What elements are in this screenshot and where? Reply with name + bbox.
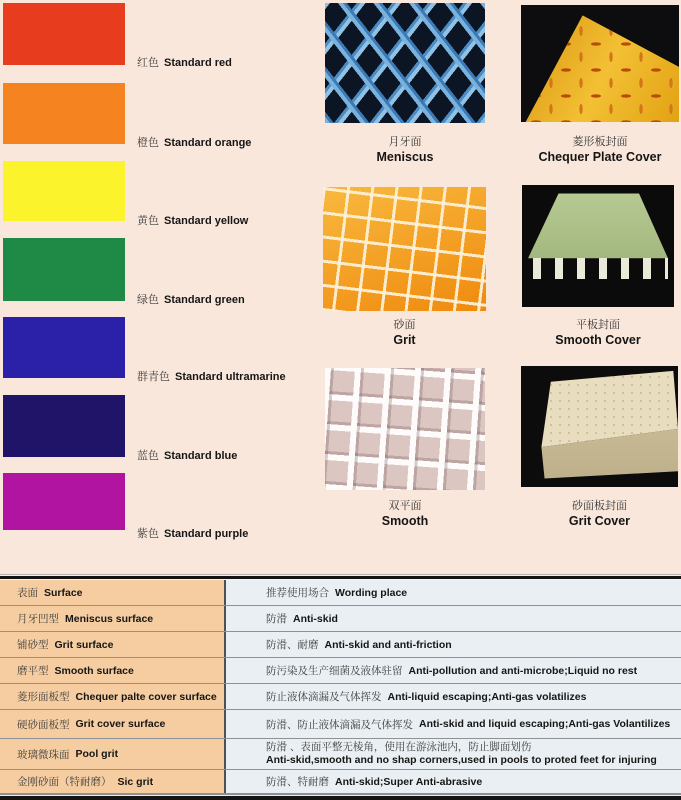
table-bottom-rule	[0, 794, 681, 800]
swatch-label-en: Standard red	[164, 57, 232, 69]
chequer-plate-shape	[521, 5, 679, 122]
swatch-yellow	[3, 161, 125, 221]
swatch-orange	[3, 83, 125, 144]
panel-shape	[522, 185, 674, 307]
swatch-label-cn: 橙色	[137, 137, 159, 149]
swatch-label-en: Standard orange	[164, 137, 252, 149]
table-cell-right: 防滑 、表面平整无棱角，使用在游泳池内，防止脚面划伤 Anti-skid,smooth and no shap corners,used in pools to proted feet for injuring	[226, 739, 681, 769]
smooth-photo	[325, 368, 485, 490]
panel-ribs	[528, 258, 668, 279]
swatch-label-cn: 绿色	[137, 294, 159, 306]
swatch-label-purple	[137, 525, 248, 541]
swatch-label-cn: 黄色	[137, 215, 159, 227]
swatch-label-cn: 紫色	[137, 528, 159, 540]
swatch-red	[3, 3, 125, 65]
caption-en: Smooth Cover	[555, 333, 641, 347]
caption-cn: 月牙面	[388, 136, 422, 148]
swatch-purple	[3, 473, 125, 530]
table-cell-right: 防污染及生产细菌及液体驻留 Anti-pollution and anti-microbe;Liquid no rest	[226, 658, 681, 683]
table-row-pool-grit	[0, 739, 681, 770]
table-cell-left: 磨平型 Smooth surface	[0, 658, 226, 683]
table-row-sic-grit	[0, 770, 681, 794]
grit-cover-photo	[521, 366, 678, 487]
chequer-plate-cover-caption	[521, 135, 679, 164]
caption-cn: 菱形板封面	[572, 136, 628, 148]
swatch-label-ultramarine	[137, 368, 286, 384]
grit-cover-caption	[521, 499, 678, 528]
swatch-label-cn: 红色	[137, 57, 159, 69]
surface-table	[0, 574, 681, 800]
smooth-cover-photo	[522, 185, 674, 307]
grit-caption	[323, 318, 486, 347]
swatch-label-en: Standard blue	[164, 450, 238, 462]
caption-en: Grit Cover	[568, 514, 631, 528]
table-row-smooth-surface	[0, 658, 681, 684]
table-cell-left: 菱形面板型 Chequer palte cover surface	[0, 684, 226, 709]
meniscus-caption	[325, 135, 485, 164]
swatch-label-cn: 群青色	[137, 371, 170, 383]
table-row-chequer-cover	[0, 684, 681, 710]
table-cell-right: 防止液体滴漏及气体挥发 Anti-liquid escaping;Anti-gas volatilizes	[226, 684, 681, 709]
caption-en: Smooth	[381, 514, 429, 528]
table-cell-left: 金刚砂面（特耐磨） Sic grit	[0, 770, 226, 793]
caption-cn: 砂面	[393, 319, 416, 331]
swatch-blue	[3, 395, 125, 457]
smooth-caption	[325, 499, 485, 528]
table-cell-left: 表面 Surface	[0, 580, 226, 605]
table-row-surface	[0, 580, 681, 606]
table-cell-right: 防滑、防止液体滴漏及气体挥发 Anti-skid and liquid escaping;Anti-gas Volantilizes	[226, 710, 681, 738]
caption-cn: 平板封面	[576, 319, 620, 331]
swatch-label-cn: 蓝色	[137, 450, 159, 462]
swatch-label-orange	[137, 134, 251, 150]
table-cell-left: 月牙凹型 Meniscus surface	[0, 606, 226, 631]
table-cell-right: 防滑、耐磨 Anti-skid and anti-friction	[226, 632, 681, 657]
table-cell-left: 玻璃微珠面 Pool grit	[0, 739, 226, 769]
swatch-label-blue	[137, 447, 237, 463]
table-cell-right: 防滑 Anti-skid	[226, 606, 681, 631]
swatch-ultramarine	[3, 317, 125, 378]
table-row-meniscus	[0, 606, 681, 632]
swatch-label-yellow	[137, 212, 248, 228]
meniscus-photo	[325, 3, 485, 123]
table-cell-left: 铺砂型 Grit surface	[0, 632, 226, 657]
caption-en: Grit	[393, 333, 416, 347]
swatch-label-en: Standard ultramarine	[175, 371, 286, 383]
caption-cn: 砂面板封面	[572, 500, 627, 512]
table-rows	[0, 579, 681, 794]
swatch-label-green	[137, 291, 245, 307]
table-row-grit-cover	[0, 710, 681, 739]
grit-photo	[323, 187, 486, 311]
swatch-label-en: Standard green	[164, 294, 245, 306]
table-cell-right: 防滑、特耐磨 Anti-skid;Super Anti-abrasive	[226, 770, 681, 793]
swatch-green	[3, 238, 125, 301]
caption-en: Meniscus	[376, 150, 434, 164]
swatch-label-red	[137, 54, 232, 70]
table-cell-left: 硬砂面板型 Grit cover surface	[0, 710, 226, 738]
caption-en: Chequer Plate Cover	[538, 150, 662, 164]
chequer-plate-cover-photo	[521, 5, 679, 122]
smooth-cover-caption	[522, 318, 674, 347]
swatch-label-en: Standard yellow	[164, 215, 249, 227]
swatch-label-en: Standard purple	[164, 528, 249, 540]
caption-cn: 双平面	[388, 500, 422, 512]
table-row-grit-surface	[0, 632, 681, 658]
table-cell-right: 推荐使用场合 Wording place	[226, 580, 681, 605]
